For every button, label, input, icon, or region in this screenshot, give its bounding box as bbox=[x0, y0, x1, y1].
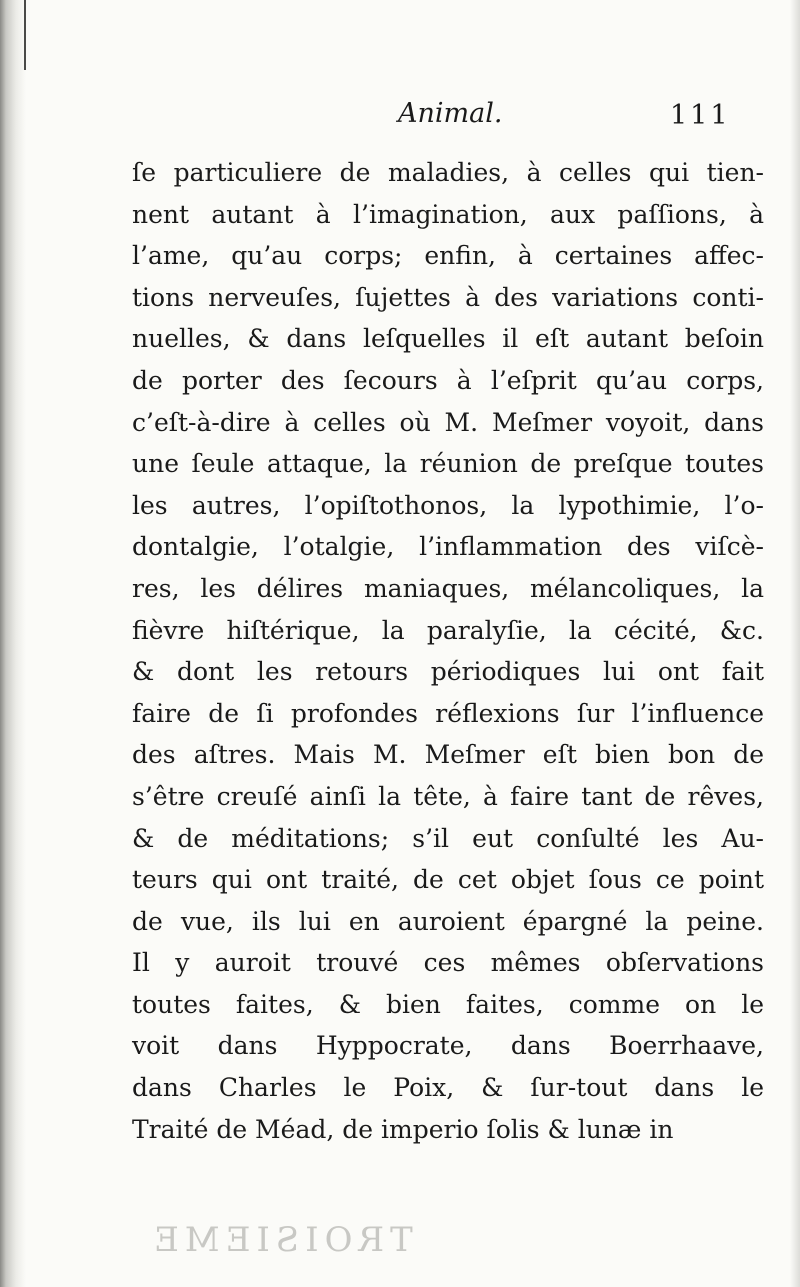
text-line: l’ame, qu’au corps; enfin, à certaines affec- bbox=[132, 241, 764, 271]
text-line: dontalgie, l’otalgie, l’inflammation des viſcè- bbox=[132, 532, 764, 562]
page-number: 111 bbox=[670, 100, 731, 131]
text-line: tions nerveuſes, ſujettes à des variations conti- bbox=[132, 282, 764, 312]
text-line: de vue, ils lui en auroient épargné la peine. bbox=[132, 906, 764, 936]
show-through-catchword: TROISIEME bbox=[148, 1220, 413, 1260]
running-head: Animal. bbox=[398, 98, 503, 129]
text-line: nuelles, & dans leſquelles il eſt autant beſoin bbox=[132, 324, 764, 354]
text-line: dans Charles le Poix, & ſur-tout dans le bbox=[132, 1073, 764, 1103]
text-line: faire de ſi profondes réflexions ſur l’influence bbox=[132, 698, 764, 728]
text-line: ſe particuliere de maladies, à celles qui tien- bbox=[132, 158, 764, 187]
body-text bbox=[132, 152, 764, 1150]
text-line: res, les délires maniaques, mélancoliques, la bbox=[132, 573, 764, 603]
text-line: voit dans Hyppocrate, dans Boerrhaave, bbox=[132, 1031, 764, 1061]
text-line: s’être creuſé ainſi la tête, à faire tant de rêves, bbox=[132, 781, 764, 811]
text-line: toutes faites, & bien faites, comme on le bbox=[132, 989, 764, 1019]
text-line: Traité de Méad, de imperio ſolis & lunæ in bbox=[132, 1114, 674, 1144]
binding-edge bbox=[24, 0, 26, 70]
text-line: des aſtres. Mais M. Meſmer eſt bien bon de bbox=[132, 740, 764, 770]
text-line: Il y auroit trouvé ces mêmes obſervations bbox=[132, 948, 764, 978]
page-edge bbox=[790, 0, 800, 1287]
text-line: de porter des ſecours à l’eſprit qu’au corps, bbox=[132, 365, 764, 395]
text-line: & dont les retours périodiques lui ont fait bbox=[132, 657, 764, 687]
text-line: les autres, l’opiſtothonos, la lypothimie, l’o- bbox=[132, 490, 764, 520]
text-line: teurs qui ont traité, de cet objet ſous ce point bbox=[132, 865, 764, 895]
text-line: une ſeule attaque, la réunion de preſque toutes bbox=[132, 449, 764, 479]
text-line: nent autant à l’imagination, aux paſſions, à bbox=[132, 199, 764, 229]
text-line: fièvre hiſtérique, la paralyſie, la cécité, &c. bbox=[132, 615, 764, 645]
page-gutter-shadow bbox=[0, 0, 26, 1287]
text-line: & de méditations; s’il eut conſulté les Au- bbox=[132, 823, 764, 853]
text-line: c’eſt-à-dire à celles où M. Meſmer voyoit, dans bbox=[132, 407, 764, 437]
